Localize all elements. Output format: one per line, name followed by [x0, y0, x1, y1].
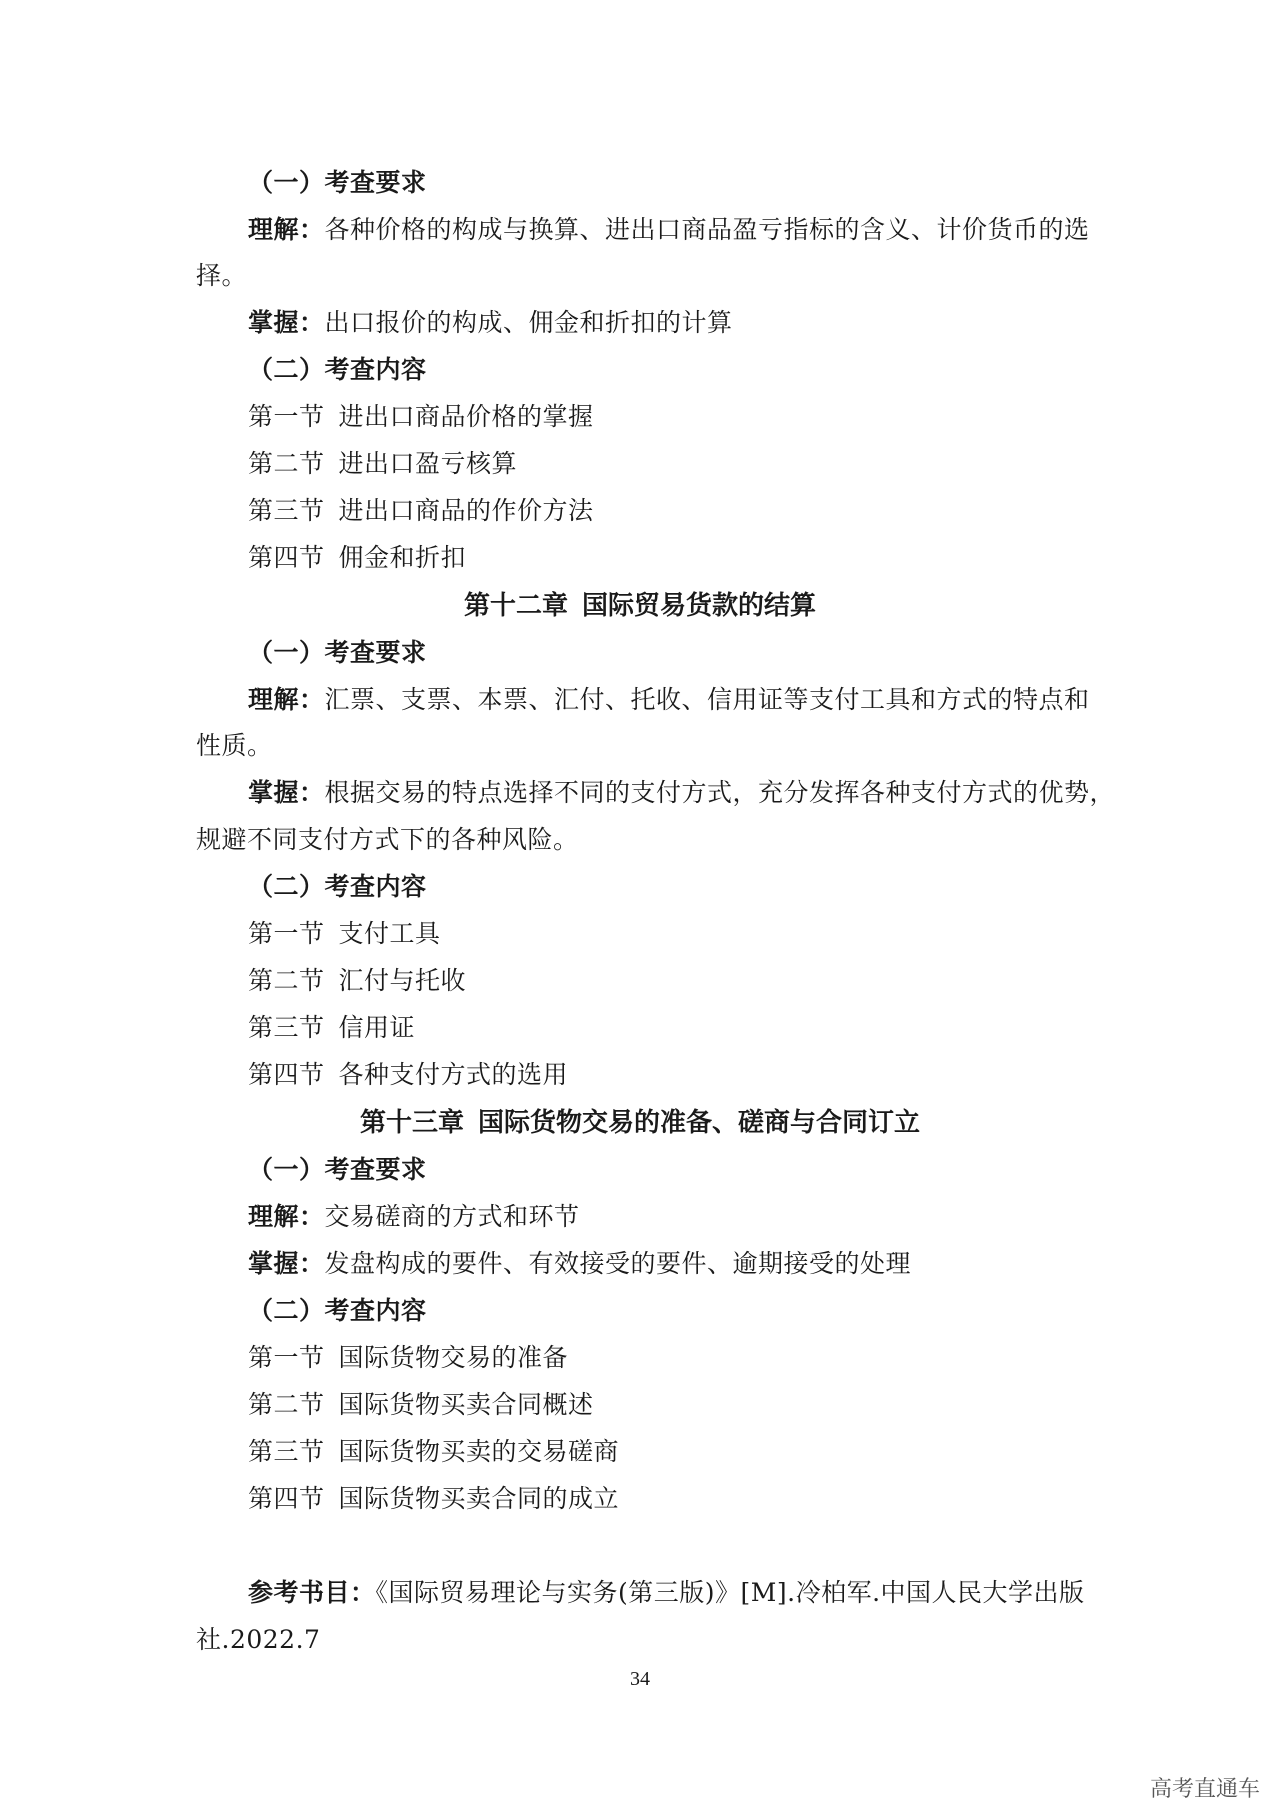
master-label: 掌握： [248, 778, 325, 807]
section-number: 第四节 [248, 1060, 325, 1089]
section-title: 国际货物买卖合同的成立 [338, 1484, 620, 1513]
ch12-understand-line-2: 性质。 [196, 731, 273, 760]
section-title: 各种支付方式的选用 [338, 1060, 569, 1089]
master-label: 掌握： [248, 1249, 325, 1278]
ch12-master-line-2: 规避不同支付方式下的各种风险。 [196, 825, 579, 854]
section-title: 进出口商品价格的掌握 [338, 402, 594, 431]
section-title: 进出口商品的作价方法 [338, 496, 594, 525]
master-text: 出口报价的构成、佣金和折扣的计算 [324, 308, 733, 337]
section-number: 第二节 [248, 966, 325, 995]
chapter-title-text: 国际货物交易的准备、磋商与合同订立 [478, 1108, 921, 1138]
ch13-requirements-heading: （一）考查要求 [248, 1155, 427, 1184]
ch12-section-2 [248, 964, 466, 998]
section-number: 第四节 [248, 543, 325, 572]
understand-text: 汇票、支票、本票、汇付、托收、信用证等支付工具和方式的特点和 [324, 685, 1090, 714]
section-number: 第一节 [248, 402, 325, 431]
ch11-requirements-heading: （一）考查要求 [248, 168, 427, 197]
page-number: 34 [630, 1668, 650, 1690]
section-number: 第二节 [248, 1390, 325, 1419]
ch13-section-3 [248, 1435, 619, 1469]
ch12-requirements-heading: （一）考查要求 [248, 638, 427, 667]
ch12-section-3 [248, 1011, 415, 1045]
chapter-number: 第十二章 [463, 591, 568, 621]
section-title: 进出口盈亏核算 [338, 449, 518, 478]
master-text: 发盘构成的要件、有效接受的要件、逾期接受的处理 [324, 1249, 912, 1278]
ch11-section-4 [248, 541, 466, 575]
reference-line-2: 社.2022.7 [196, 1625, 321, 1654]
ch11-master-line [248, 306, 733, 340]
understand-text: 交易磋商的方式和环节 [324, 1202, 580, 1231]
chapter-title-text: 国际贸易货款的结算 [582, 591, 817, 621]
section-title: 国际货物交易的准备 [338, 1343, 569, 1372]
watermark: 高考直通车 [1149, 1777, 1260, 1802]
section-title: 国际货物买卖的交易磋商 [338, 1437, 620, 1466]
understand-label: 理解： [248, 685, 325, 714]
ch11-understand-line [248, 213, 1090, 247]
chapter-number: 第十三章 [359, 1108, 464, 1138]
ch11-section-2 [248, 447, 517, 481]
section-title: 佣金和折扣 [338, 543, 467, 572]
section-number: 第一节 [248, 1343, 325, 1372]
reference-line [248, 1576, 1085, 1610]
reference-label: 参考书目： [248, 1578, 376, 1607]
understand-label: 理解： [248, 215, 325, 244]
ch12-content-heading: （二）考查内容 [248, 872, 427, 901]
ch11-understand-line-2: 择。 [196, 261, 248, 290]
chapter-13-title [110, 1105, 1170, 1141]
ch11-content-heading: （二）考查内容 [248, 355, 427, 384]
section-number: 第四节 [248, 1484, 325, 1513]
understand-label: 理解： [248, 1202, 325, 1231]
section-number: 第三节 [248, 1437, 325, 1466]
ch12-section-4 [248, 1058, 568, 1092]
understand-text: 各种价格的构成与换算、进出口商品盈亏指标的含义、计价货币的选 [324, 215, 1090, 244]
section-title: 汇付与托收 [338, 966, 467, 995]
ch12-section-1 [248, 917, 441, 951]
section-number: 第二节 [248, 449, 325, 478]
ch13-content-heading: （二）考查内容 [248, 1296, 427, 1325]
ch13-master-line [248, 1247, 911, 1281]
ch13-understand-line [248, 1200, 580, 1234]
chapter-12-title [110, 588, 1170, 624]
ch13-section-1 [248, 1341, 568, 1375]
ch13-section-2 [248, 1388, 594, 1422]
ch11-section-3 [248, 494, 594, 528]
ch12-understand-line [248, 683, 1090, 717]
ch13-section-4 [248, 1482, 619, 1516]
section-title: 支付工具 [338, 919, 441, 948]
section-title: 信用证 [338, 1013, 416, 1042]
master-label: 掌握： [248, 308, 325, 337]
ch12-master-line [248, 776, 1115, 810]
reference-text: 《国际贸易理论与实务(第三版)》[M].冷柏军.中国人民大学出版 [375, 1578, 1085, 1607]
section-number: 第三节 [248, 496, 325, 525]
ch11-section-1 [248, 400, 594, 434]
section-title: 国际货物买卖合同概述 [338, 1390, 594, 1419]
section-number: 第一节 [248, 919, 325, 948]
master-text: 根据交易的特点选择不同的支付方式，充分发挥各种支付方式的优势， [324, 778, 1116, 807]
section-number: 第三节 [248, 1013, 325, 1042]
